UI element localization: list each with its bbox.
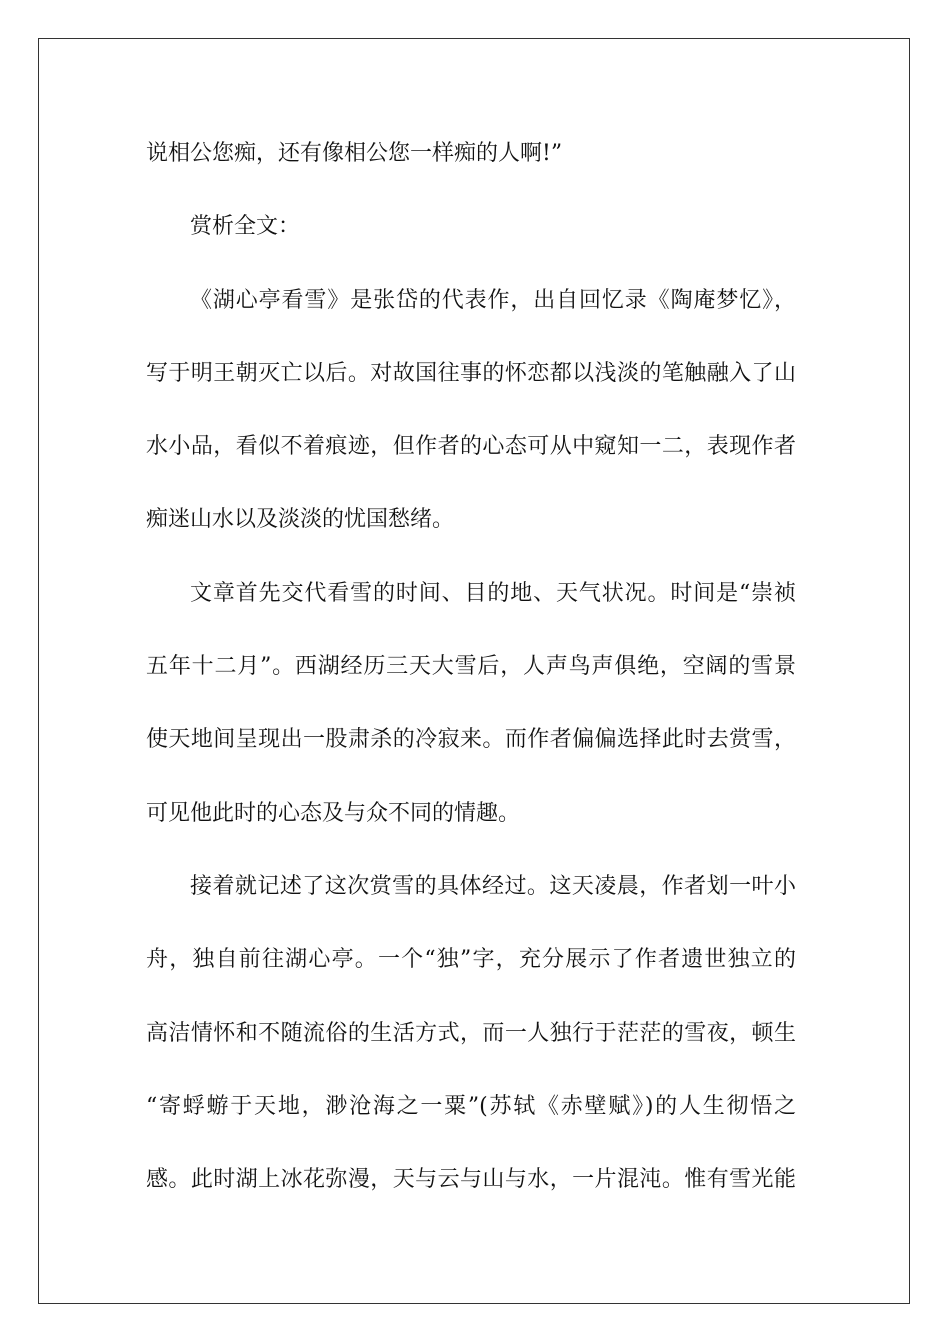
text-line: 《湖心亭看雪》是张岱的代表作，出自回忆录《陶庵梦忆》， [190,287,796,313]
text-line: “寄蜉蝣于天地，渺沧海之一粟”(苏轼《赤壁赋》)的人生彻悟之 [146,1093,796,1119]
text-line: 高洁情怀和不随流俗的生活方式，而一人独行于茫茫的雪夜，顿生 [146,1020,796,1046]
text-line: 文章首先交代看雪的时间、目的地、天气状况。时间是“崇祯 [190,580,796,606]
text-line: 使天地间呈现出一股肃杀的冷寂来。而作者偏偏选择此时去赏雪， [146,727,796,753]
text-line: 痴迷山水以及淡淡的忧国愁绪。 [146,507,455,533]
document-body [146,130,796,1229]
text-line: 写于明王朝灭亡以后。对故国往事的怀恋都以浅淡的笔触融入了山 [146,360,796,386]
text-line: 水小品，看似不着痕迹，但作者的心态可从中窥知一二，表现作者 [146,434,796,460]
text-line: 舟，独自前往湖心亭。一个“独”字，充分展示了作者遗世独立的 [146,947,796,973]
text-line: 说相公您痴，还有像相公您一样痴的人啊!” [146,141,563,166]
text-line: 五年十二月”。西湖经历三天大雪后，人声鸟声俱绝，空阔的雪景 [146,654,796,680]
text-line: 可见他此时的心态及与众不同的情趣。 [146,800,521,826]
text-line: 感。此时湖上冰花弥漫，天与云与山与水，一片混沌。惟有雪光能 [146,1167,796,1193]
text-line: 接着就记述了这次赏雪的具体经过。这天凌晨，作者划一叶小 [190,873,796,899]
section-heading: 赏析全文： [190,214,301,240]
